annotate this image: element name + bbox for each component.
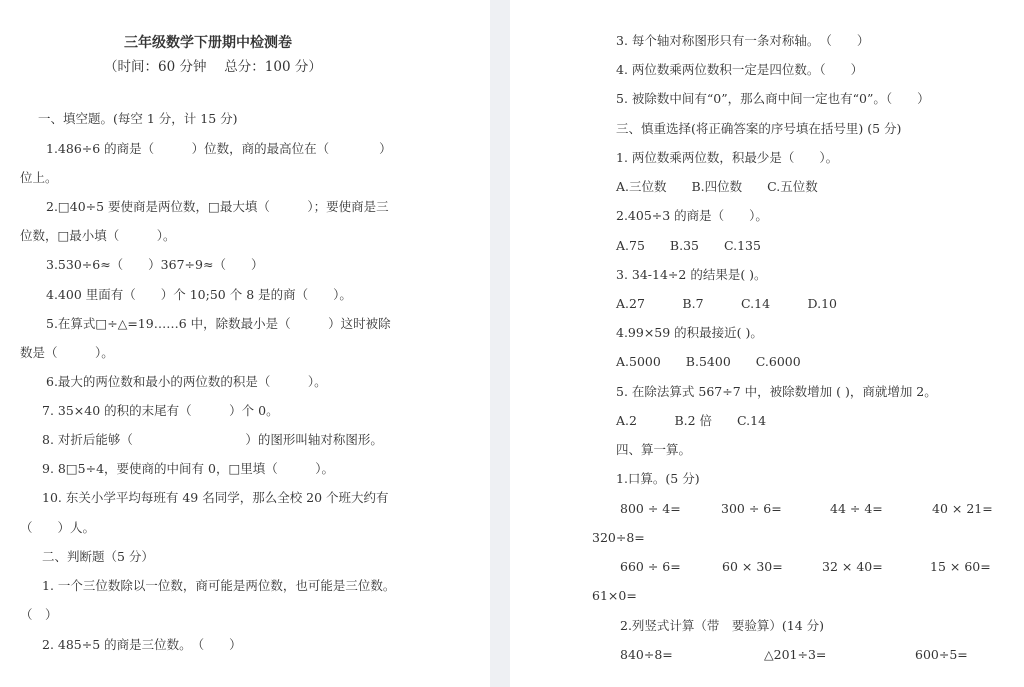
page-title: 三年级数学下册期中检测卷	[124, 35, 292, 51]
question-line: 5. 被除数中间有“0”，那么商中间一定也有“0”。（ ）	[616, 91, 930, 106]
question-line: 7. 35×40 的积的末尾有（ ）个 0。	[42, 403, 279, 418]
question-line: 位数，□最小填（ ）。	[20, 228, 176, 243]
page-subtitle: （时间：60 分钟 总分：100 分）	[104, 59, 322, 75]
choice-options: A.75 B.35 C.135	[616, 238, 761, 253]
choice-options: A.5000 B.5400 C.6000	[616, 354, 801, 369]
section-judge-heading: 二、判断题（5 分）	[42, 549, 154, 564]
oral-calc-item: 660 ÷ 6=	[620, 559, 681, 574]
question-line: 2. 485÷5 的商是三位数。 （ ）	[42, 637, 242, 652]
oral-calc-item: 320÷8=	[592, 530, 645, 545]
question-line: 4.99×59 的积最接近( )。	[616, 325, 763, 340]
question-line: 3.530÷6≈（ ）367÷9≈（ ）	[46, 257, 264, 272]
question-line: （ ）	[20, 607, 58, 622]
oral-calc-item: 300 ÷ 6=	[721, 501, 782, 516]
question-line: 1. 一个三位数除以一位数，商可能是两位数，也可能是三位数。	[42, 578, 396, 593]
oral-calc-item: 40 × 21=	[932, 501, 993, 516]
question-line: 1. 两位数乘两位数，积最少是（ ）。	[616, 150, 839, 165]
oral-calc-heading: 1.口算。(5 分)	[616, 471, 700, 486]
choice-options: A.2 B.2 倍 C.14	[616, 413, 767, 428]
oral-calc-item: 800 ÷ 4=	[620, 501, 681, 516]
question-line: 10. 东关小学平均每班有 49 名同学，那么全校 20 个班大约有	[42, 490, 389, 505]
oral-calc-item: 61×0=	[592, 588, 637, 603]
left-page	[0, 0, 490, 687]
question-line: 位上。	[20, 170, 58, 185]
question-line: 4. 两位数乘两位数积一定是四位数。（ ）	[616, 62, 864, 77]
section-calc-heading: 四、算一算。	[616, 442, 692, 457]
choice-options: A.三位数 B.四位数 C.五位数	[616, 179, 818, 194]
question-line: 3. 每个轴对称图形只有一条对称轴。 （ ）	[616, 33, 870, 48]
section-fill-blank-heading: 一、填空题。(每空 1 分，计 15 分)	[38, 111, 238, 126]
question-line: 6.最大的两位数和最小的两位数的积是（ ）。	[46, 374, 327, 389]
question-line: 数是（ ）。	[20, 345, 114, 360]
section-choice-heading: 三、慎重选择(将正确答案的序号填在括号里) (5 分)	[616, 121, 902, 136]
question-line: （ ）人。	[20, 520, 96, 535]
question-line: 2.405÷3 的商是（ ）。	[616, 208, 768, 223]
question-line: 3. 34-14÷2 的结果是( )。	[616, 267, 767, 282]
choice-options: A.27 B.7 C.14 D.10	[616, 296, 837, 311]
question-line: 2.□40÷5 要使商是两位数，□最大填（ ）；要使商是三	[46, 199, 389, 214]
question-line: 4.400 里面有（ ）个 10;50 个 8 是的商（ ）。	[46, 287, 352, 302]
oral-calc-item: 32 × 40=	[822, 559, 883, 574]
oral-calc-item: 60 × 30=	[722, 559, 783, 574]
question-line: 8. 对折后能够（ ）的图形叫轴对称图形。	[42, 432, 383, 447]
question-line: 1.486÷6 的商是（ ）位数，商的最高位在（ ）	[46, 141, 392, 156]
right-page	[510, 0, 1024, 687]
question-line: 9. 8□5÷4，要使商的中间有 0，□里填（ ）。	[42, 461, 335, 476]
oral-calc-item: 44 ÷ 4=	[830, 501, 883, 516]
vertical-calc-item: 600÷5=	[915, 647, 968, 662]
vertical-calc-heading: 2.列竖式计算（带 要验算）(14 分)	[620, 618, 825, 633]
vertical-calc-item: △201÷3=	[764, 647, 827, 662]
question-line: 5.在算式□÷△=19……6 中，除数最小是（ ）这时被除	[46, 316, 391, 331]
vertical-calc-item: 840÷8=	[620, 647, 673, 662]
question-line: 5. 在除法算式 567÷7 中，被除数增加 ( )，商就增加 2。	[616, 384, 937, 399]
oral-calc-item: 15 × 60=	[930, 559, 991, 574]
